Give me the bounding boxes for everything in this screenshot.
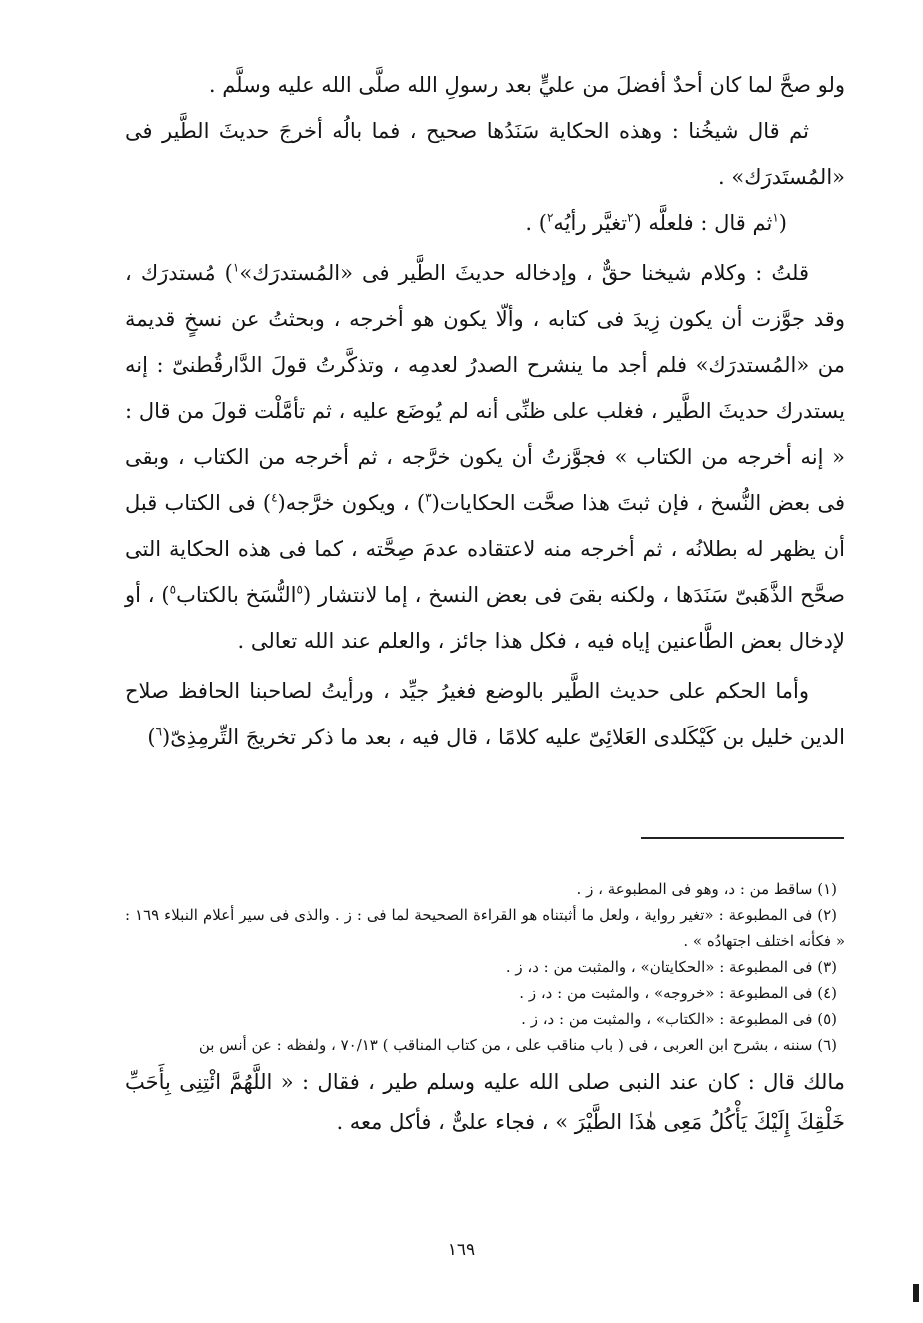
paragraph-text: النُّسَخ بالكتاب xyxy=(176,583,297,607)
footnote: (١) ساقط من : د، وهو فى المطبوعة ، ز . xyxy=(576,880,837,898)
footnote-ref: ٦ xyxy=(155,724,163,739)
footnote-ref: ٢ xyxy=(627,210,634,225)
paragraph-text: تغيَّر رأيُه xyxy=(553,211,628,235)
paragraph-text: ثم قال : فلعلَّه ( xyxy=(633,211,773,235)
footnote-hadith: مالك قال : كان عند النبى صلى الله عليه وسلم طير ، فقال : « اللَّهُمَّ ائْتِنِى بِأَحَبِّ خَلْقِكَ إِلَيْكَ يَأْكُلُ مَعِى هٰذَا الطَّيْرَ » ، فجاء علىٌّ ، فأكل معه . xyxy=(125,1070,845,1134)
footnote: (٥) فى المطبوعة : «الكتاب» ، والمثبت من : د، ز . xyxy=(521,1010,837,1028)
main-text xyxy=(125,62,845,760)
paragraph-text: وأما الحكم على حديث الطَّير بالوضع فغيرُ جيِّد ، ورأيتُ لصاحبنا الحافظ صلاح الدين خليل بن كَيْكَلدى العَلائِىّ عليه كلامًا ، قال فيه ، بعد ما ذكر تخريجَ التِّرمِذِىّ( xyxy=(125,679,845,749)
footnote: (٤) فى المطبوعة : «خروجه» ، والمثبت من : د، ز . xyxy=(519,984,837,1002)
paragraph-text: ) فى الكتاب قبل أن يظهر له بطلانُه ، ثم أخرجه منه لاعتقاده عدمَ صِحَّته ، كما فى هذه الحكاية التى صحَّح الذَّهَبىّ سَنَدَها ، ولكنه بقىَ فى بعض النسخ ، إما لانتشار ( xyxy=(125,491,846,607)
scan-edge-mark xyxy=(913,1284,919,1302)
paragraph-text: ) . xyxy=(525,211,547,235)
paragraph xyxy=(125,250,845,664)
footnote-ref: ١ xyxy=(772,210,779,225)
footnote-ref: ٣ xyxy=(425,490,432,505)
footnote-ref: ٥ xyxy=(296,582,303,597)
footnote: (٢) فى المطبوعة : «تغير رواية ، ولعل ما أثبتناه هو القراءة الصحيحة لما فى : ز . والذى فى سير أعلام النبلاء ١٦٩ : « فكأنه اختلف اجتهادُه » . xyxy=(125,906,845,950)
footnote-ref: ٢ xyxy=(546,210,554,225)
paragraph xyxy=(125,108,845,200)
footnote: (٦) سننه ، بشرح ابن العربى ، فى ( باب مناقب على ، من كتاب المناقب ) ٧٠/١٣ ، ولفظه : عن أنس بن xyxy=(198,1036,837,1054)
page-number: ١٦٩ xyxy=(447,1240,476,1260)
footnotes xyxy=(125,876,845,1142)
footnote-ref: ١ xyxy=(232,260,240,275)
paragraph-text: قلتُ : وكلام شيخنا حقٌّ ، وإدخاله حديثَ الطَّير فى «المُستدرَك» xyxy=(239,261,809,285)
paragraph-text: ولو صحَّ لما كان أحدٌ أفضلَ من عليٍّ بعد رسولِ الله صلَّى الله عليه وسلَّم . xyxy=(208,73,845,97)
paragraph-text: ) مُستدرَك ، وقد جوَّزت أن يكون زِيدَ فى كتابه ، وألّا يكون هو أخرجه ، وبحثتُ عن نسخٍ قديمة من «المُستدرَك» فلم أجد ما ينشرح الصدرُ لعدمِه ، وتذكَّرتُ قولَ الدَّارقُطنىّ : إنه يستدرك حديثَ الطَّير ، فغلب على ظنِّى أنه لم يُوضَع عليه ، ثم تأمَّلْت قولَ من قال : « إنه أخرجه من الكتاب » فجوَّزتُ أن يكون خرَّجه ، ثم أخرجه من الكتاب ، وبقى فى بعض النُّسخ ، فإن ثبتَ هذا صحَّت الحكايات( xyxy=(125,261,845,515)
paragraph-text: ) ، ويكون خرَّجه( xyxy=(277,491,426,515)
paragraph-text: ثم قال شيخُنا : وهذه الحكاية سَنَدُها صحيح ، فما بالُه أخرجَ حديثَ الطَّير فى «المُستَدرَك» . xyxy=(125,119,845,189)
bracket: ( xyxy=(778,211,787,235)
paragraph xyxy=(125,62,845,108)
footnote-separator xyxy=(641,837,844,839)
footnote: (٣) فى المطبوعة : «الحكايتان» ، والمثبت من : د، ز . xyxy=(505,958,837,976)
paragraph xyxy=(125,200,845,246)
paragraph-text: ) xyxy=(147,725,156,749)
paragraph-text: ) ، أو لإدخال بعض الطَّاعنين إياه فيه ، فكل هذا جائز ، والعلم عند الله تعالى . xyxy=(125,583,845,653)
footnote-ref: ٥ xyxy=(169,582,177,597)
paragraph xyxy=(125,668,845,760)
footnote-ref: ٤ xyxy=(271,490,278,505)
